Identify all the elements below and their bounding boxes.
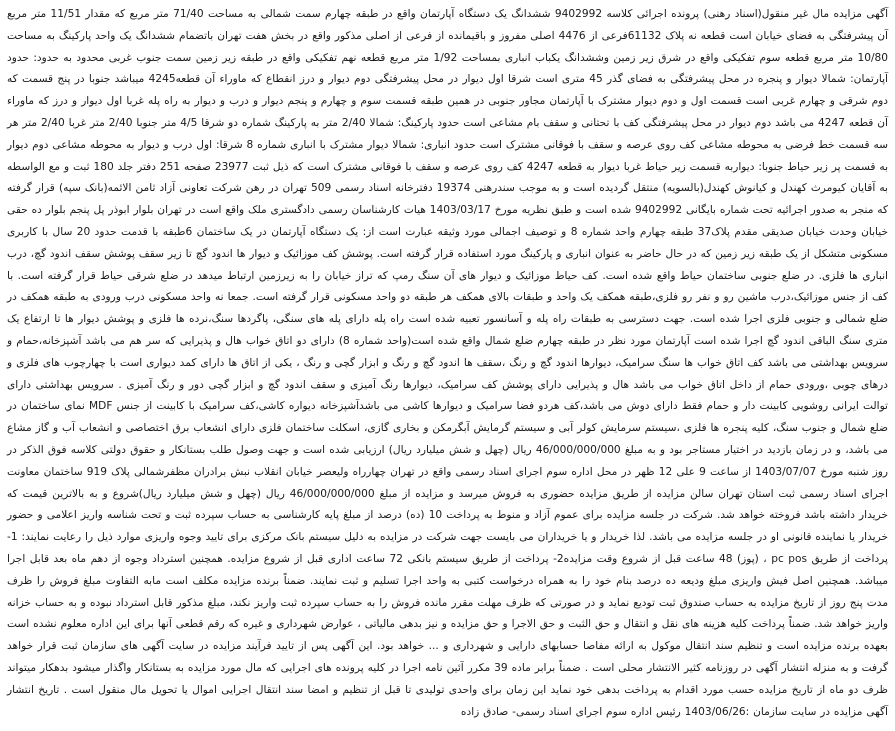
auction-notice-text: آگهی مزایده مال غیر منقول(اسناد رهنی) پرونده اجرائی کلاسه 9402992 ششدانگ یک دستگاه آپارتمان واقع در طبقه چهارم سمت شمالی به مساحت 71/40 متر مربع که مقدار 11/51 متر مربع آن پیشرفتگی به فضای خیابان است قطعه نه پلاک 61132فرعی از 4476 اصلی مفروز و باقیمانده از فرعی از اصلی مذکور واقع در بخش هفت تهران باتضمام ششدانگ یک واحد پارکینگ به مساحت 10/80 متر مربع قطعه سوم تفکیکی واقع در شرق زیر زمین وششدانگ یکباب انباری بمساحت 1/92 متر مربع قطعه نهم تفکیکی واقع در طبقه زیر زمین سمت جنوب غربی محدود به حدود: حدود آپارتمان: شمالا دیوار و پنجره در محل پیشرفتگی به فضای گذر 45 متری است شرقا اول دیوار در محل پیشرفتگی دوم دیوار و درز انقطاع که ماوراء آن قطعه4245 میباشد جنوبا در پنج قسمت که دوم شرقی و چهارم غربی است قسمت اول و دوم دیوار مشترک با آپارتمان مجاور جنوبی در همین طبقه قسمت سوم و چهارم و پنجم دیوار و درب و دیوار به راه پله غربا اول دیوار و درز که ماوراء آن قطعه 4247 می باشد دوم دیوار در محل پیشرفتگی کف با تحتانی و سقف بام مشاعی است حدود پارکینگ: شمالا 2/40 متر به پارکینگ شماره دو شرقا 4/5 متر جنوبا 2/40 متر غربا 2/40 متر هر سه قسمت خط فرضی به محوطه مشاعی کف روی عرصه و سقف با فوقانی مشترک است حدود انباری: شمالا دیوار مشترک با انباری شماره 8 شرقا: اول درب و دیوار به محوطه مشاعی دوم دیوار به قسمت پر زیر حیاط جنوبا: دیواربه قسمت زیر حیاط غربا دیوار به قطعه 4247 کف روی عرصه و سقف با فوقانی مشترک است که ذیل ثبت 23977 صفحه 251 دفتر جلد 180 ثبت و مع الواسطه به آقایان کیومرث کهندل و کیانوش کهندل(بالسویه) منتقل گردیده است و به موجب سندرهنی 19374 دفترخانه اسناد رسمی 509 تهران در رهن شرکت تعاونی آزاد ثامن الائمه(بانک سپه) قرار گرفته که منجر به صدور اجرائیه تحت شماره بایگانی 9402992 شده است و طبق نظریه مورخ 1403/03/17 هیات کارشناسان رسمی دادگستری ملک واقع است در تهران بلوار ابوذر پل پنجم بلوار ده حقی خیابان وحدت خیابان صدیقی مقدم پلاک37 طبقه چهارم واحد شماره 8 و توصیف اجمالی مورد وثیقه عبارت است از: یک دستگاه آپارتمان در یک ساختمان 6طبقه با قدمت حدود 20 سال با کاربری مسکونی متشکل از یک طبقه زیر زمین که در حال حاضر به عنوان انباری و پارکینگ مورد استفاده قرار گرفته است. پوشش کف موزائیک و دیوار ها اندود گچ تا زیر سقف پوشش سقف اندود گچ، درب انباری ها فلزی. در ضلع جنوبی ساختمان حیاط واقع شده است. کف حیاط موزائیک و دیوار های آن سنگ رمپ که تراز خیابان را به زیرزمین ارتباط میدهد در ضلع شرقی حیاط قرار گرفته است. با کف از جنس موزائیک،درب ماشین رو و نفر رو فلزی،طبقه همکف یک واحد و طبقات بالای همکف هر طبقه دو واحد مسکونی قرار گرفته است. جمعا نه واحد مسکونی درب ورودی به طبقه همکف در ضلع شمالی و جنوبی فلزی اجرا شده است. جهت دسترسی به طبقات راه پله و آسانسور تعبیه شده است راه پله دارای پله های سنگی، پاگردها سنگ،نرده ها فلزی و پوشش دیوار ها تا ارتفاع یک متری سنگ الباقی اندود گچ اجرا شده است آپارتمان مورد نظر در طبقه چهارم ضلع شمال واقع شده است(واحد شماره 8) دارای دو اتاق خواب هال و پذیرایی که سر هم می باشد آشپزخانه،حمام و سرویس بهداشتی می باشد کف اتاق خواب ها سنگ سرامیک، دیوارها اندود گچ و رنگ ،سقف ها اندود گچ و رنگ و ابزار گچی و رنگ ، یکی از اتاق ها دارای کمد دیواری است با چهارچوب های فلزی و درهای چوبی ،ورودی حمام از داخل اتاق خواب می باشد هال و پذیرایی دارای پوشش کف سرامیک، دیوارها رنگ آمیزی و سقف اندود گچ و ابزار گچی دور و رنگ آمیزی . سرویس بهداشتی دارای توالت ایرانی روشویی کابینت دار و حمام فقط دارای دوش می باشد،کف هردو فضا سرامیک و دیوارها کاشی می باشدآشپزخانه دیواره کاشی،کف سرامیک با کابینت از جنس MDF نمای ساختمان در ضلع شمال و جنوب سنگ، کلیه پنجره ها فلزی ،سیستم سرمایش کولر آبی و سیستم گرمایش آبگرمکن و بخاری گازی، اسکلت ساختمان فلزی دارای انشعاب برق اختصاصی و انشعاب آب و گاز مشاع می باشد، و در زمان بازدید در اختیار مستاجر بود و به مبلغ 46/000/000/000 ریال (چهل و شش میلیارد ریال) ارزیابی شده است و جهت وصول طلب بستانکار و حقوق دولتی کلاسه فوق الذکر در روز شنبه مورخ 1403/07/07 از ساعت 9 علی 12 ظهر در محل اداره سوم اجرای اسناد رسمی واقع در تهران چهارراه ولیعصر خیابان انقلاب نبش برادران مظفرشمالی پلاک 919 ساختمان معاونت اجرای اسناد رسمی ثبت استان تهران سالن مزایده از طریق مزایده حضوری به فروش میرسد و مزایده از مبلغ 46/000/000/000 ریال (چهل و شش میلیارد ریال)شروع و به بالاترین قیمت که خریدار داشته باشد فروخته خواهد شد. شرکت در جلسه مزایده برای عموم آزاد و منوط به پرداخت 10 (ده) درصد از مبلغ پایه کارشناسی به حساب سپرده ثبت و تحت شناسه واریز اعلامی و حضور خریدار یا نماینده قانونی او در جلسه مزایده می باشد. لذا خریدار و یا خریداران می بایست جهت شرکت در مزایده به دلیل سیستم بانک مرکزی برای تایید وجوه واریزی موارد ذیل را رعایت نمایند: 1- پرداخت از طریق pc pos ، (پوز) 48 ساعت قبل از شروع وقت مزایده2- پرداخت از طریق سیستم بانکی 72 ساعت اداری قبل از شروع مزایده. همچنین استرداد وجوه از دهم ماه بعد قابل اجرا میباشد. همچنین اصل فیش واریزی مبلغ ودیعه ده درصد بنام خود را به همراه درخواست کتبی به واحد اجرا تسلیم و ثبت نمایند. ضمناً برنده مزایده مکلف است مابه التفاوت مبلغ فروش را ظرف مدت پنج روز از تاریخ مزایده به حساب صندوق ثبت تودیع نماید و در صورتی که ظرف مهلت مقرر مانده فروش را به حساب سپرده ثبت واریز نکند، مبلغ مذکور قابل استرداد نبوده و به حساب خزانه واریز خواهد شد. ضمناً پرداخت کلیه هزینه های نقل و انتقال و حق الثبت و حق الاجرا و حق مزایده و نیز بدهی مالیاتی ، عوارض شهرداری و غیره که رقم قطعی آنها برای این اداره معلوم نشده است بعهده برنده مزایده است و تنظیم سند انتقال موکول به ارائه مفاصا حسابهای دارایی و شهرداری و ... خواهد بود. این آگهی پس از تایید فرآیند مزایده در سایت آگهی های سازمان ثبت قرار خواهد گرفت و به منزله انتشار آگهی در روزنامه کثیر الانتشار محلی است . ضمناً برابر ماده 39 مکرر آئین نامه اجرا در کلیه پرونده های اجرایی که مال مورد مزایده به بستانکار واگذار میشود بدهکار میتواند ظرف دو ماه از تاریخ مزایده حسب مورد اقدام به پرداخت بدهی خود نماید این زمان برای واحدی تولیدی تا قبل از تنظیم و امضا سند انتقال اجرایی اموال یا تحویل مال منقول است . تاریخ انتشار آگهی مزایده در سایت سازمان :1403/06/26 رئیس اداره سوم اجرای اسناد رسمی- صادق زاده — [7, 8, 889, 718]
